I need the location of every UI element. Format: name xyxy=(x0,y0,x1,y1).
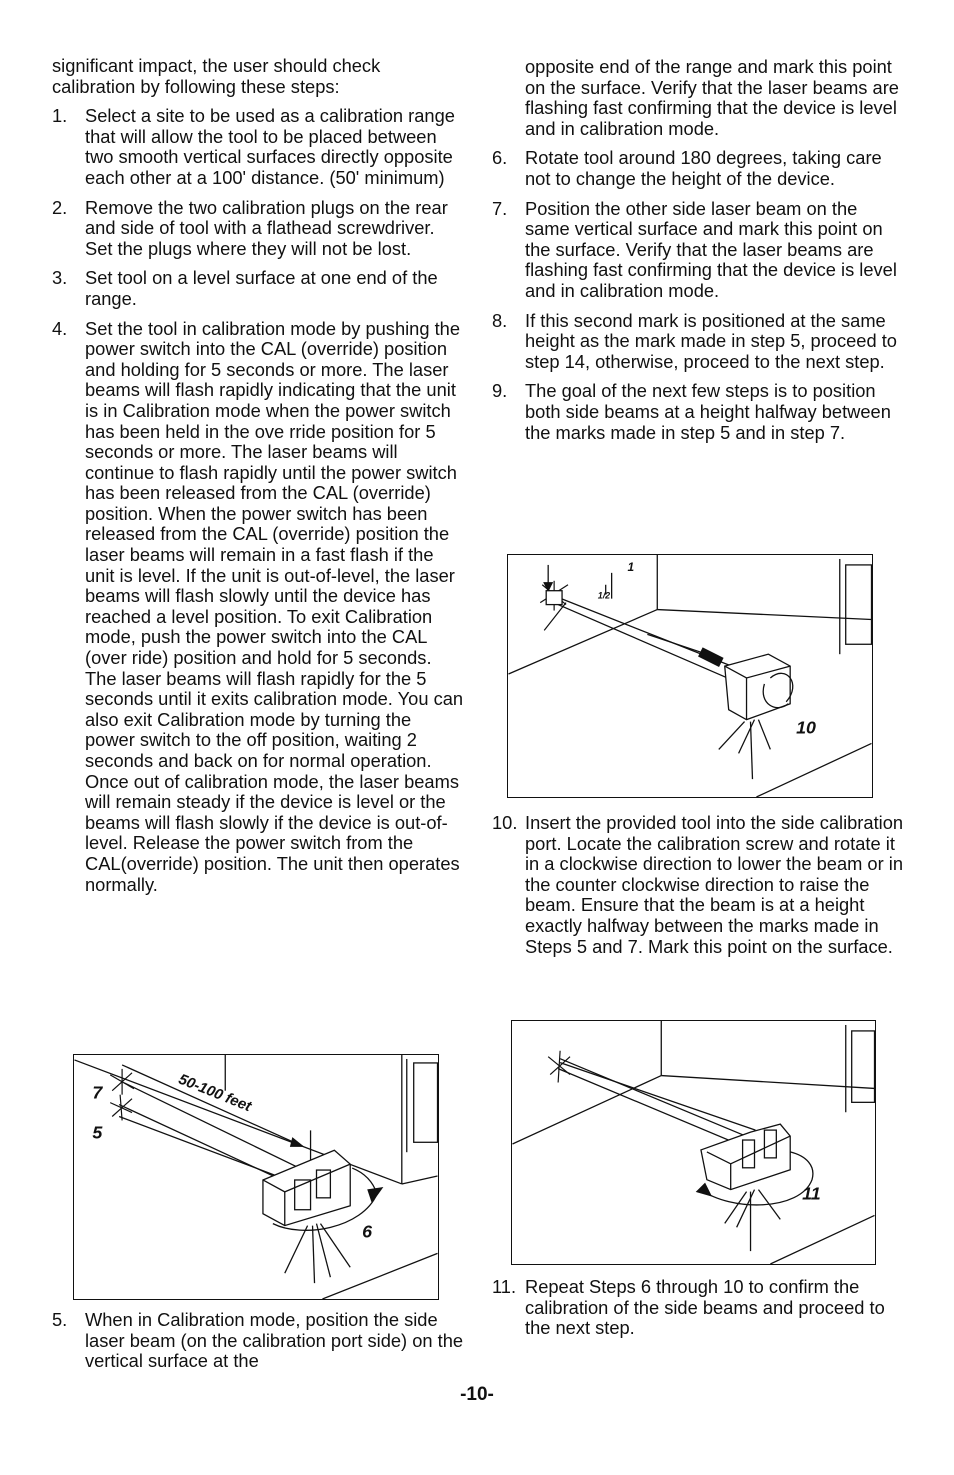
step-2 xyxy=(52,198,464,260)
figure-adjust-screw xyxy=(507,554,873,798)
step-text: The goal of the next few steps is to position both side beams at a height halfway between the marks made in step 5 and in step 7. xyxy=(525,380,891,443)
mark-label-upper: 7 xyxy=(92,1082,103,1103)
step-11-block xyxy=(492,1277,904,1348)
mark-label-lower: 5 xyxy=(92,1122,103,1143)
step-number: 2. xyxy=(52,196,68,218)
right-column-top xyxy=(492,57,904,452)
page-number: -10- xyxy=(460,1384,494,1405)
step-number: 10. xyxy=(492,812,518,833)
figure-repeat-steps-illustration xyxy=(512,1021,875,1264)
step-number: 1. xyxy=(52,105,68,127)
step-text: Repeat Steps 6 through 10 to confirm the calibration of the side beams and proceed to the next step. xyxy=(525,1276,885,1339)
step-number: 4. xyxy=(52,317,68,339)
step-text: Select a site to be used as a calibration range that will allow the tool to be placed between two smooth vertical surfaces directly opposite each other at a 100' distance. (50' minimum) xyxy=(85,105,455,188)
step-text: Set tool on a level surface at one end of the range. xyxy=(85,267,438,309)
step-5-continued: opposite end of the range and mark this point on the surface. Verify that the laser beams are flashing fast confirming that the device is level and in calibration mode. xyxy=(525,56,899,139)
intro-text: significant impact, the user should check calibration by following these steps: xyxy=(52,55,381,97)
step-number: 7. xyxy=(492,197,508,219)
step-text: Position the other side laser beam on the same vertical surface and mark this point on the surface. Verify that the laser beams are flashing fast confirming that the device is level and in calibration mode. xyxy=(525,197,897,301)
step-number: 5. xyxy=(52,1309,68,1330)
step-5-block xyxy=(52,1310,464,1381)
figure-repeat-steps xyxy=(511,1020,876,1265)
step-number: 6. xyxy=(492,147,508,169)
whole-label: 1 xyxy=(627,559,635,574)
step-label: 10 xyxy=(796,717,816,738)
step-text: Remove the two calibration plugs on the rear and side of tool with a flathead screwdriver. Set the plugs where they will not be lost. xyxy=(85,196,448,259)
step-11 xyxy=(492,1277,904,1339)
step-text: When in Calibration mode, position the side laser beam (on the calibration port side) on the vertical surface at the xyxy=(85,1309,464,1372)
half-label: 1/2 xyxy=(597,590,611,601)
step-8 xyxy=(492,311,904,373)
figure-rotate-tool xyxy=(73,1054,439,1300)
step-text: Set the tool in calibration mode by pushing the power switch into the CAL (override) position and holding for 5 seconds or more. The laser beams will flash rapidly indicating that the unit is in Calibration mode when the power switch has been held in the ove rride position for 5 seconds or more. The laser beams will continue to flash rapidly until the power switch has been released from the CAL (override) position. When the power switch has been released from the CAL (override) position the laser beams will remain in a fast flash if the unit is level. If the unit is out-of-level, the laser beams will flash slowly until the device has reached a level position. To exit Calibration mode, push the power switch into the CAL (over ride) position and hold for 5 seconds. The laser beams will flash rapidly for the 5 seconds until it exits calibration mode. You can also exit Calibration mode by turning the power switch to the off position, waiting 2 seconds and back on for normal operation. Once out of calibration mode, the laser beams will remain steady if the device is level or the beams will flash slowly if the device is out-of-level. Release the power switch from the CAL(override) position. The unit then operates normally. xyxy=(85,317,464,895)
figure-adjust-screw-illustration xyxy=(508,555,872,797)
step-label: 6 xyxy=(362,1221,373,1242)
left-column xyxy=(52,56,464,904)
step-text: Insert the provided tool into the side calibration port. Locate the calibration screw and rotate it in a clockwise direction to lower the beam or in the counter clockwise direction to raise the beam. Ensure that the beam is at a height exactly halfway between the marks made in Steps 5 and 7. Mark this point on the surface. xyxy=(525,812,904,957)
step-number: 11. xyxy=(492,1276,517,1297)
distance-label: 50-100 feet xyxy=(176,1071,254,1116)
step-label: 11 xyxy=(802,1183,821,1204)
step-number: 9. xyxy=(492,380,508,402)
step-10 xyxy=(492,813,904,957)
step-1 xyxy=(52,106,464,188)
step-3 xyxy=(52,268,464,309)
step-10-block xyxy=(492,813,904,966)
step-4 xyxy=(52,319,464,896)
figure-rotate-tool-illustration xyxy=(74,1055,438,1299)
step-6 xyxy=(492,148,904,189)
step-7 xyxy=(492,199,904,302)
step-number: 3. xyxy=(52,267,68,289)
step-text: Rotate tool around 180 degrees, taking care not to change the height of the device. xyxy=(525,147,882,189)
step-9 xyxy=(492,381,904,443)
step-text: If this second mark is positioned at the same height as the mark made in step 5, proceed to step 14, otherwise, proceed to the next step. xyxy=(525,309,897,372)
step-5 xyxy=(52,1310,464,1372)
step-number: 8. xyxy=(492,309,508,331)
